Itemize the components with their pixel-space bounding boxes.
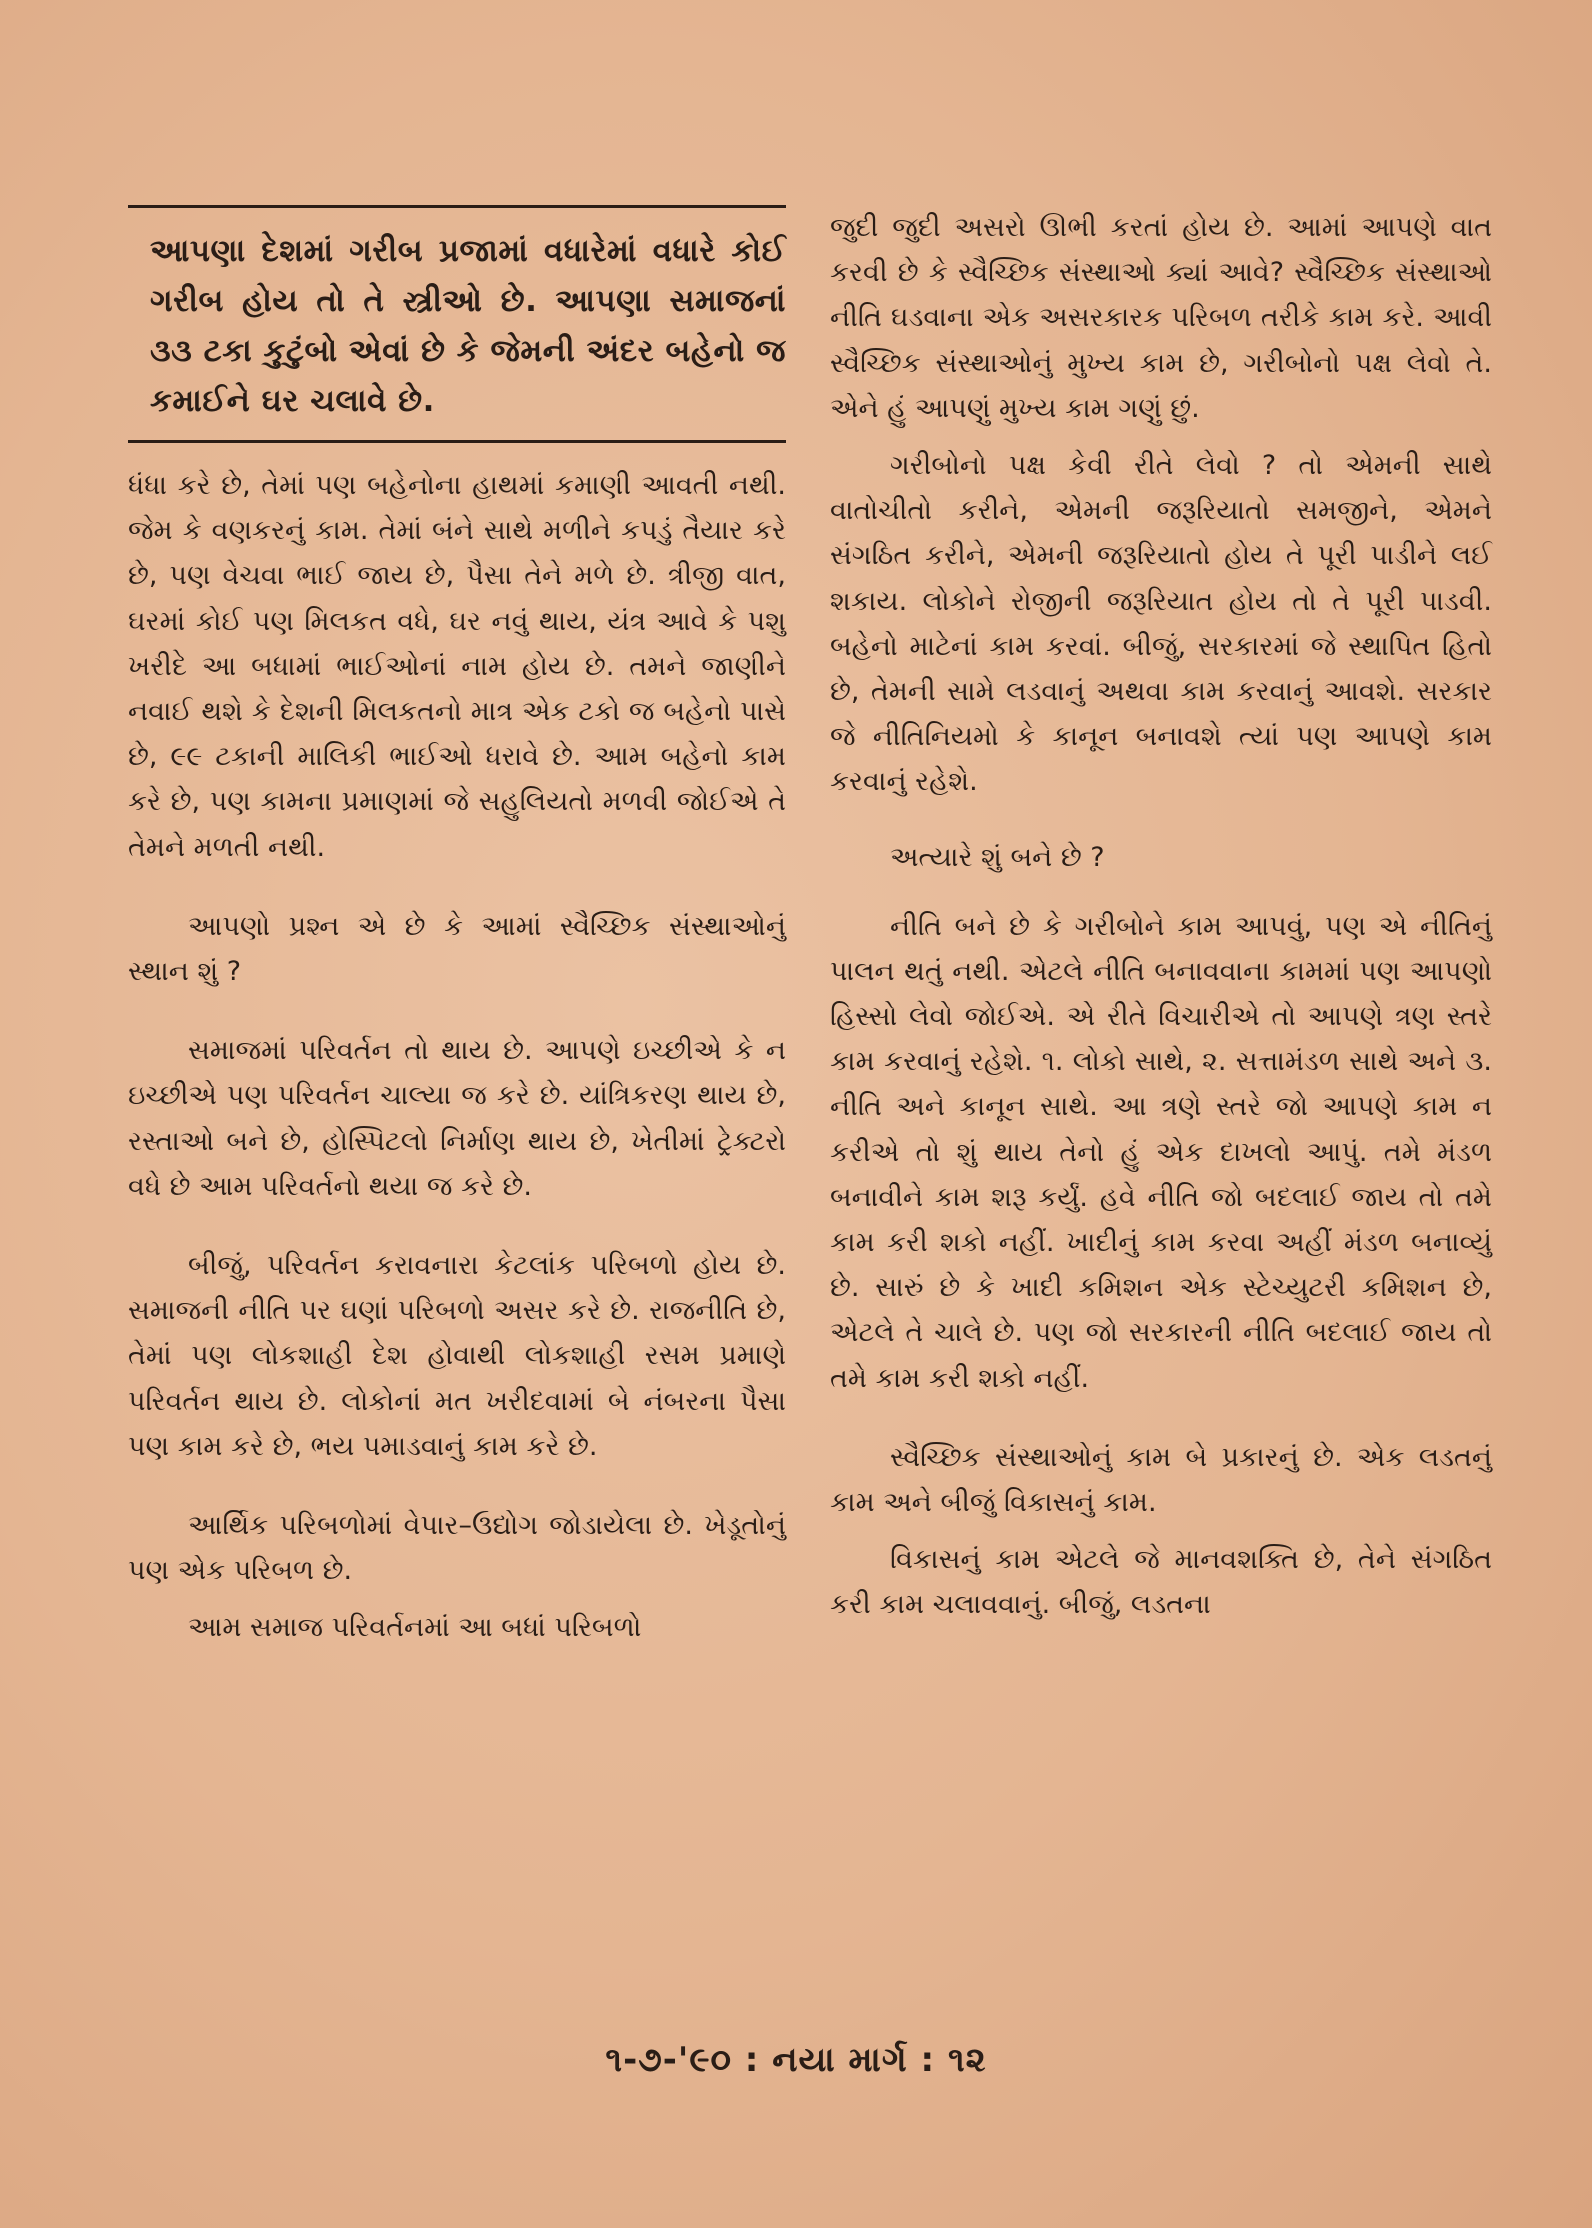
right-paragraph-2: ગરીબોનો પક્ષ કેવી રીતે લેવો ? તો એમની સાથે વાતોચીતો કરીને, એમની જરૂરિયાતો સમજીને, એમને સંગઠિત કરીને, એમની જરૂરિયાતો હોય તે પૂરી પાડીને લઈ શકાય. લોકોને રોજીની જરૂરિયાત હોય તો તે પૂરી પાડવી. બહેનો માટેનાં કામ કરવાં. બીજું, સરકારમાં જે સ્થાપિત હિતો છે, તેમની સામે લડવાનું અથવા કામ કરવાનું આવશે. સરકાર જે નીતિનિયમો કે કાનૂન બનાવશે ત્યાં પણ આપણે કામ કરવાનું રહેશે. bbox=[830, 450, 1492, 798]
left-paragraph-3: સમાજમાં પરિવર્તન તો થાય છે. આપણે ઇચ્છીએ કે ન ઇચ્છીએ પણ પરિવર્તન ચાલ્યા જ કરે છે. યાંત્રિકરણ થાય છે, રસ્તાઓ બને છે, હોસ્પિટલો નિર્માણ થાય છે, ખેતીમાં ટ્રેક્ટરો વધે છે આમ પરિવર્તનો થયા જ કરે છે. bbox=[128, 1035, 786, 1202]
left-paragraph-2: આપણો પ્રશ્ન એ છે કે આમાં સ્વૈચ્છિક સંસ્થાઓનું સ્થાન શું ? bbox=[128, 910, 786, 988]
right-paragraph-3: નીતિ બને છે કે ગરીબોને કામ આપવું, પણ એ નીતિનું પાલન થતું નથી. એટલે નીતિ બનાવવાના કામમાં પણ આપણો હિસ્સો લેવો જોઈએ. એ રીતે વિચારીએ તો આપણે ત્રણ સ્તરે કામ કરવાનું રહેશે. ૧. લોકો સાથે, ૨. સત્તામંડળ સાથે અને ૩. નીતિ અને કાનૂન સાથે. આ ત્રણે સ્તરે જો આપણે કામ ન કરીએ તો શું થાય તેનો હું એક દાખલો આપું. તમે મંડળ બનાવીને કામ શરૂ કર્યું. હવે નીતિ જો બદલાઈ જાય તો તમે કામ કરી શકો નહીં. ખાદીનું કામ કરવા અહીં મંડળ બનાવ્યું છે. સારું છે કે ખાદી કમિશન એક સ્ટેચ્યુટરી કમિશન છે, એટલે તે ચાલે છે. પણ જો સરકારની નીતિ બદલાઈ જાય તો તમે કામ કરી શકો નહીં. bbox=[830, 910, 1492, 1394]
left-paragraph-5: આર્થિક પરિબળોમાં વેપાર–ઉદ્યોગ જોડાયેલા છે. ખેડૂતોનું પણ એક પરિબળ છે. bbox=[128, 1510, 786, 1587]
right-column bbox=[830, 205, 1492, 1628]
left-paragraph-6: આમ સમાજ પરિવર્તનમાં આ બધાં પરિબળો bbox=[188, 1612, 642, 1644]
left-paragraph-4: બીજું, પરિવર્તન કરાવનારા કેટલાંક પરિબળો હોય છે. સમાજની નીતિ પર ઘણાં પરિબળો અસર કરે છે. રાજનીતિ છે, તેમાં પણ લોકશાહી દેશ હોવાથી લોકશાહી રસમ પ્રમાણે પરિવર્તન થાય છે. લોકોનાં મત ખરીદવામાં બે નંબરના પૈસા પણ કામ કરે છે, ભય પમાડવાનું કામ કરે છે. bbox=[128, 1250, 786, 1462]
right-paragraph-5: વિકાસનું કામ એટલે જે માનવશક્તિ છે, તેને સંગઠિત કરી કામ ચલાવવાનું. બીજું, લડતના bbox=[830, 1544, 1492, 1621]
left-column bbox=[128, 205, 786, 1651]
right-paragraph-1: જુદી જુદી અસરો ઊભી કરતાં હોય છે. આમાં આપણે વાત કરવી છે કે સ્વૈચ્છિક સંસ્થાઓ ક્યાં આવે? સ્વૈચ્છિક સંસ્થાઓ નીતિ ઘડવાના એક અસરકારક પરિબળ તરીકે કામ કરે. આવી સ્વૈચ્છિક સંસ્થાઓનું મુખ્ય કામ છે, ગરીબોનો પક્ષ લેવો તે. એને હું આપણું મુખ્ય કામ ગણું છું. bbox=[830, 212, 1492, 424]
page-footer: ૧-૭-'૯૦ : નયા માર્ગ : ૧૨ bbox=[605, 2040, 987, 2080]
pullquote-bottom-rule bbox=[128, 440, 786, 443]
right-paragraph-4: સ્વૈચ્છિક સંસ્થાઓનું કામ બે પ્રકારનું છે. એક લડતનું કામ અને બીજું વિકાસનું કામ. bbox=[830, 1441, 1492, 1519]
pullquote: આપણા દેશમાં ગરીબ પ્રજામાં વધારેમાં વધારે કોઈ ગરીબ હોય તો તે સ્ત્રીઓ છે. આપણા સમાજનાં ૩૩ ટકા કુટુંબો એવાં છે કે જેમની અંદર બહેનો જ કમાઈને ઘર ચલાવે છે. bbox=[150, 233, 786, 419]
section-subheading: અત્યારે શું બને છે ? bbox=[890, 841, 1105, 873]
left-paragraph-1: ધંધા કરે છે, તેમાં પણ બહેનોના હાથમાં કમાણી આવતી નથી. જેમ કે વણકરનું કામ. તેમાં બંને સાથે મળીને કપડું તૈયાર કરે છે, પણ વેચવા ભાઈ જાય છે, પૈસા તેને મળે છે. ત્રીજી વાત, ઘરમાં કોઈ પણ મિલકત વધે, ઘર નવું થાય, યંત્ર આવે કે પશુ ખરીદે આ બધામાં ભાઈઓનાં નામ હોય છે. તમને જાણીને નવાઈ થશે કે દેશની મિલકતનો માત્ર એક ટકો જ બહેનો પાસે છે, ૯૯ ટકાની માલિકી ભાઈઓ ધરાવે છે. આમ બહેનો કામ કરે છે, પણ કામના પ્રમાણમાં જે સહુલિયતો મળવી જોઈએ તે તેમને મળતી નથી. bbox=[128, 470, 786, 863]
